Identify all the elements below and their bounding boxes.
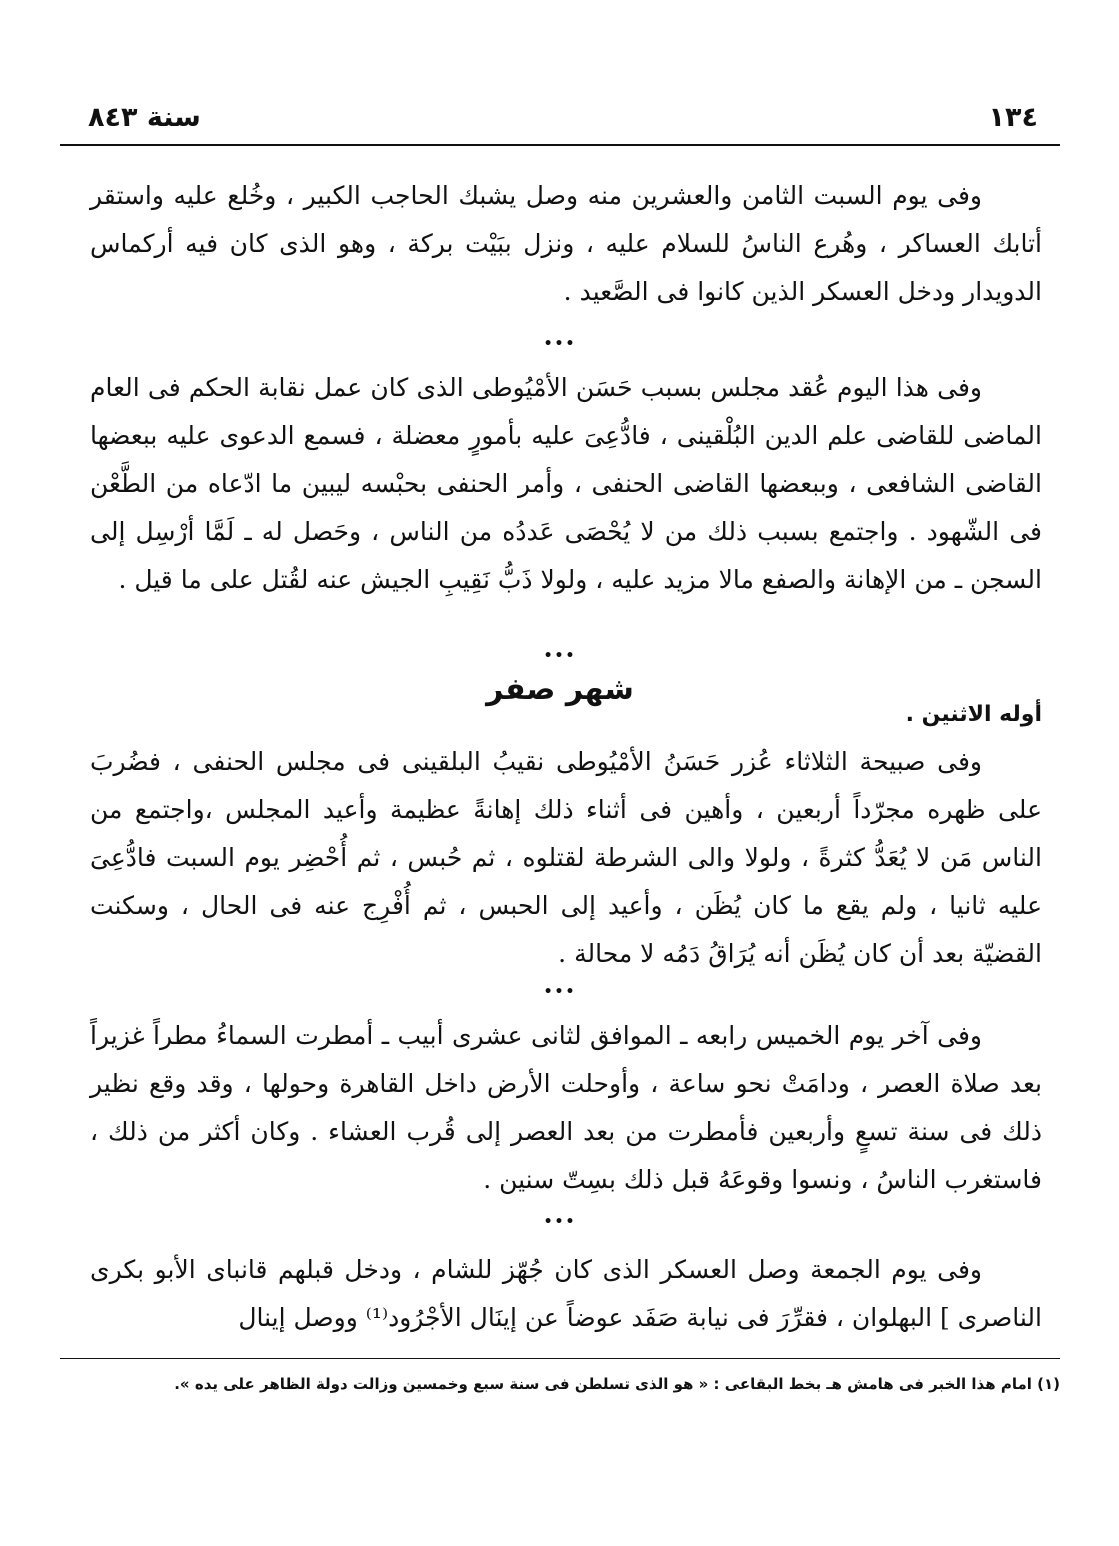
book-page [60,0,1060,1546]
paragraph-2: وفى هذا اليوم عُقد مجلس بسبب حَسَن الأمْيُوطى الذى كان عمل نقابة الحكم فى العام الماضى للقاضى علم الدين البُلْقينى ، فادُّعِىَ عليه بأمورٍ معضلة ، فسمع الدعوى عليه ببعضها القاضى الشافعى ، وببعضها القاضى الحنفى ، وأمر الحنفى بحبْسه ليبين ما ادّعاه من الطَّعْن فى الشّهود . واجتمع بسبب ذلك من لا يُحْصَى عَددُه من الناس ، وحَصل له ـ لَمَّا أرْسِل إلى السجن ـ من الإهانة والصفع مالا مزيد عليه ، ولولا ذَبُّ نَقِيبِ الجيش عنه لقُتل على ما قيل . [90,373,1042,594]
paragraph-5: وفى يوم الجمعة وصل العسكر الذى كان جُهّز للشام ، ودخل قبلهم قانباى الأبو بكرى الناصرى ] البهلوان ، فقرِّرَ فى نيابة صَفَد عوضاً عن إينَال الأجْرُود⁽¹⁾ ووصل إينال [90,1255,1042,1332]
section-separator: ••• [543,984,577,1000]
footnote: (١) امام هذا الخبر فى هامش هـ بخط البقاعى : « هو الذى تسلطن فى سنة سبع وخمسين وزالت دولة الظاهر على يده ». [174,1375,1060,1393]
section-separator: ••• [543,1214,577,1230]
paragraph-4: وفى آخر يوم الخميس رابعه ـ الموافق لثانى عشرى أبيب ـ أمطرت السماءُ مطراً غزيراً بعد صلاة العصر ، ودامَتْ نحو ساعة ، وأوحلت الأرض داخل القاهرة وحولها ، وقد وقع نظير ذلك فى سنة تسعٍ وأربعين فأمطرت من بعد العصر إلى قُرب العشاء . وكان أكثر من ذلك ، فاستغرب الناسُ ، ونسوا وقوعَهُ قبل ذلك بسِتّ سنين . [90,1021,1042,1194]
running-head-year: سنة ٨٤٣ [88,102,201,133]
month-first-day: أوله الاثنين . [905,702,1042,727]
paragraph-1: وفى يوم السبت الثامن والعشرين منه وصل يشبك الحاجب الكبير ، وخُلع عليه واستقر أتابك العساكر ، وهُرع الناسُ للسلام عليه ، ونزل ببَيْت بركة ، وهو الذى كان فيه أركماس الدويدار ودخل العسكر الذين كانوا فى الصَّعيد . [90,181,1042,306]
footnote-divider [60,1358,1060,1359]
page-header [60,98,1060,146]
section-separator: ••• [543,336,577,352]
paragraph-3: وفى صبيحة الثلاثاء عُزر حَسَنُ الأمْيُوطى نقيبُ البلقينى فى مجلس الحنفى ، فضُربَ على ظهره مجرّداً أربعين ، وأهين فى أثناء ذلك إهانةً عظيمة وأعيد المجلس ،واجتمع من الناس مَن لا يُعَدُّ كثرةً ، ولولا والى الشرطة لقتلوه ، ثم حُبس ، ثم أُحْضِر يوم السبت فادُّعِىَ عليه ثانيا ، ولم يقع ما كان يُظَن ، وأعيد إلى الحبس ، ثم أُفْرِج عنه فى الحال ، وسكنت القضيّة بعد أن كان يُظَن أنه يُرَاقُ دَمُه لا محالة . [90,747,1042,968]
month-heading: شهر صفر [486,672,634,707]
page-number: ١٣٤ [988,102,1038,133]
section-separator: ••• [543,648,577,664]
